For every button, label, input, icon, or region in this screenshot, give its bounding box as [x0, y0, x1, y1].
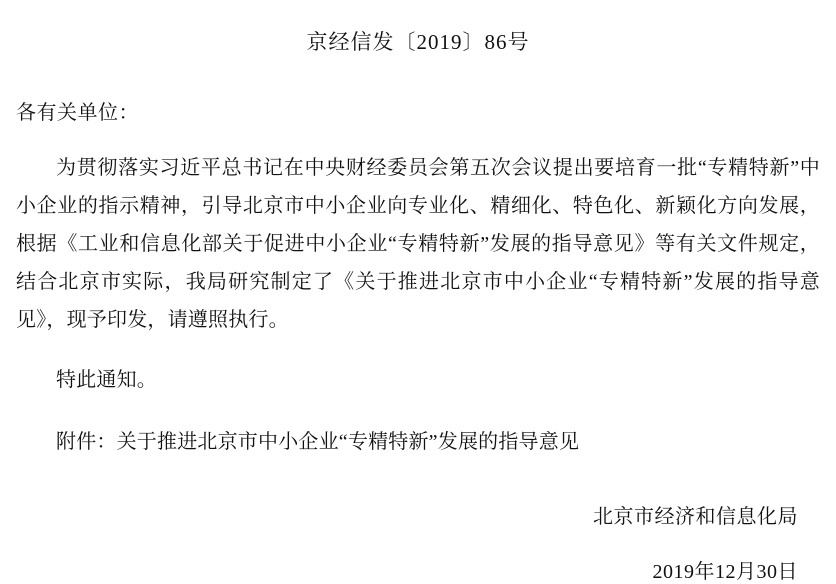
issuing-authority: 北京市经济和信息化局	[593, 506, 798, 528]
issue-date: 2019年12月30日	[652, 561, 798, 583]
attachment-line: 附件：关于推进北京市中小企业“专精特新”发展的指导意见	[56, 431, 580, 453]
body-paragraph-2: 特此通知。	[56, 369, 157, 391]
recipient-line: 各有关单位：	[16, 102, 139, 124]
document-page	[0, 26, 836, 583]
body-paragraph-1: 为贯彻落实习近平总书记在中央财经委员会第五次会议提出要培育一批“专精特新”中小企业的指示精神，引导北京市中小企业向专业化、精细化、特色化、新颖化方向发展，根据《工业和信息化部关于促进中小企业“专精特新”发展的指导意见》等有关文件规定，结合北京市实际，我局研究制定了《关于推进北京市中小企业“专精特新”发展的指导意见》，现予印发，请遵照执行。	[16, 157, 820, 331]
document-number: 京经信发〔2019〕86号	[306, 30, 530, 54]
